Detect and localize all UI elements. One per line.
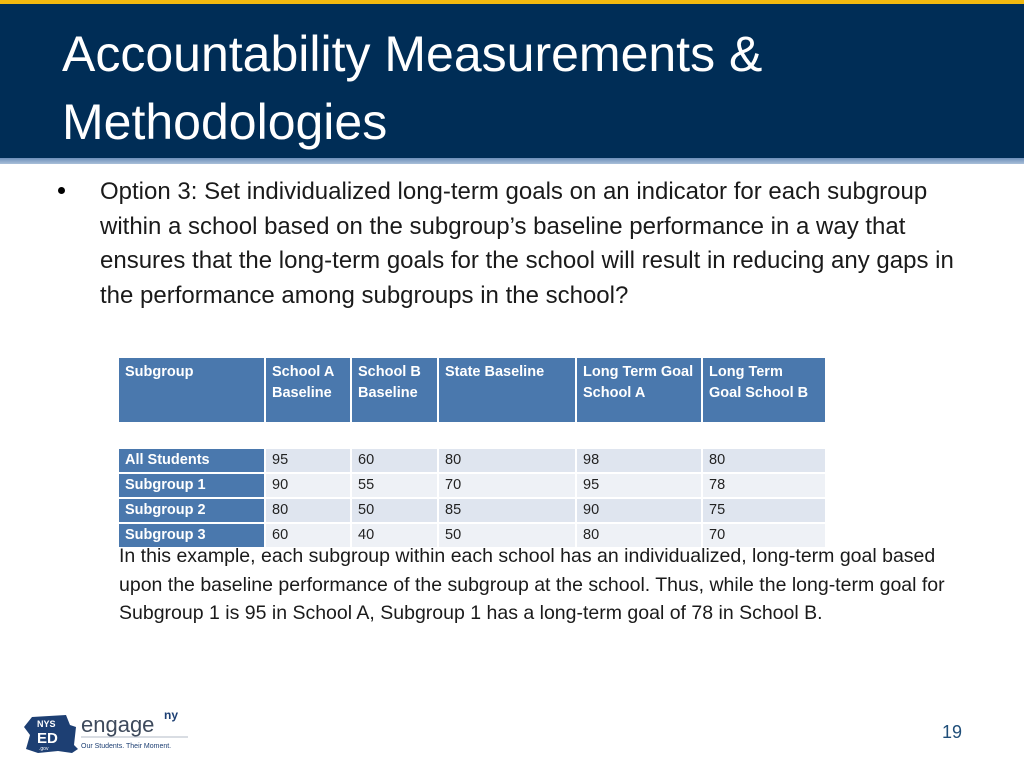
table-cell: 55 [352, 474, 437, 497]
table-cell: 50 [352, 499, 437, 522]
table-header-row [119, 358, 825, 422]
table-cell: 80 [577, 524, 701, 547]
table-cell: 80 [703, 449, 825, 472]
table-cell: 98 [577, 449, 701, 472]
column-header-goal-school-a: Long Term Goal School A [577, 358, 701, 422]
title-banner [0, 0, 1024, 158]
table-cell: 95 [577, 474, 701, 497]
bullet-text: Option 3: Set individualized long-term goals on an indicator for each subgroup within a school based on the subgroup’s baseline performance in a way that ensures that the long-term goals for the school will result in reducing any gaps in the performance among subgroups in the school? [100, 178, 954, 309]
logo-brand-superscript: ny [164, 708, 179, 722]
table-row [119, 474, 825, 497]
logo-ed-text: ED [37, 730, 58, 747]
slide-title: Accountability Measurements & Methodologies [62, 26, 763, 150]
table-cell: 50 [439, 524, 575, 547]
row-label: Subgroup 1 [119, 474, 264, 497]
engageny-logo [18, 705, 198, 760]
column-header-state-baseline: State Baseline [439, 358, 575, 422]
table-cell: 95 [266, 449, 350, 472]
table-cell: 40 [352, 524, 437, 547]
logo-gov-text: .gov [39, 746, 49, 752]
column-header-goal-school-b: Long Term Goal School B [703, 358, 825, 422]
page-number: 19 [941, 722, 962, 742]
table-cell: 70 [439, 474, 575, 497]
table-cell: 90 [577, 499, 701, 522]
example-note: In this example, each subgroup within each school has an individualized, long-term goal based upon the baseline performance of the subgroup at the school. Thus, while the long-term goal for Subgroup 1 is 95 in School A, Subgroup 1 has a long-term goal of 78 in School B. [119, 545, 945, 624]
logo-nys-text: NYS [37, 719, 56, 729]
table-cell: 60 [352, 449, 437, 472]
table-cell: 78 [703, 474, 825, 497]
logo-tagline: Our Students. Their Moment. [81, 743, 172, 750]
table-cell: 75 [703, 499, 825, 522]
table-cell: 80 [439, 449, 575, 472]
table-cell: 90 [266, 474, 350, 497]
table-row [119, 499, 825, 522]
bullet-icon [58, 187, 65, 194]
header-stripe [0, 158, 1024, 164]
logo-brand-text: engage [81, 712, 155, 737]
column-header-subgroup: Subgroup [119, 358, 264, 422]
table-cell: 70 [703, 524, 825, 547]
column-header-school-a-baseline: School A Baseline [266, 358, 350, 422]
column-header-school-b-baseline: School B Baseline [352, 358, 437, 422]
row-label: All Students [119, 449, 264, 472]
table-cell: 80 [266, 499, 350, 522]
row-label: Subgroup 3 [119, 524, 264, 547]
table-cell: 60 [266, 524, 350, 547]
bullet-item [58, 175, 988, 313]
goals-table [117, 356, 827, 549]
row-label: Subgroup 2 [119, 499, 264, 522]
table-row [119, 449, 825, 472]
table-cell: 85 [439, 499, 575, 522]
